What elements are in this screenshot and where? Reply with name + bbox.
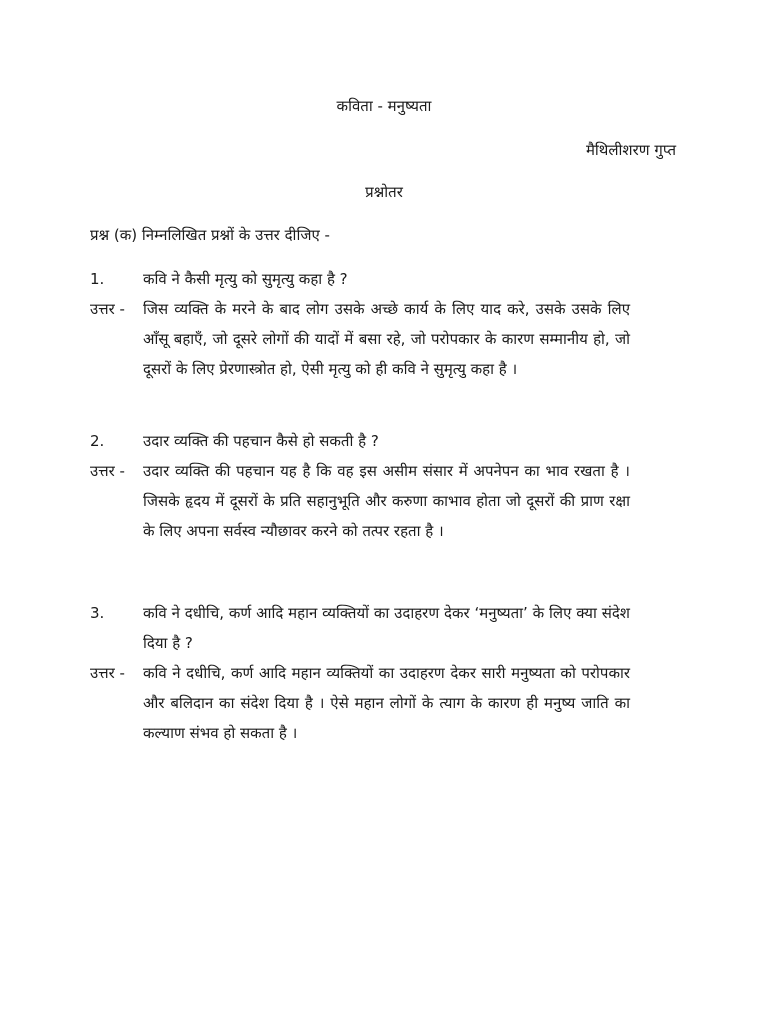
question-text: उदार व्यक्ति की पहचान कैसे हो सकती है ? bbox=[143, 432, 379, 450]
answer-text: उदार व्यक्ति की पहचान यह है कि वह इस असीम संसार में अपनेपन का भाव रखता है । जिसके हृदय में दूसरों के प्रति सहानुभूति और करुणा काभाव होता जो दूसरों की प्राण रक्षा के लिए अपना सर्वस्व न्यौछावर करने को तत्पर रहता है । bbox=[143, 462, 630, 540]
answer-row bbox=[90, 658, 630, 748]
answer-text: जिस व्यक्ति के मरने के बाद लोग उसके अच्छे कार्य के लिए याद करे, उसके उसके लिए आँसू बहाएँ, जो दूसरे लोगों की यादों में बसा रहे, जो परोपकार के कारण सम्मानीय हो, जो दूसरों के लिए प्रेरणास्त्रोत हो, ऐसी मृत्यु को ही कवि ने सुमृत्यु कहा है । bbox=[143, 300, 630, 378]
question-number: 3. bbox=[90, 604, 105, 622]
question-block-1 bbox=[90, 264, 630, 384]
answer-row bbox=[90, 456, 630, 546]
instruction-line: प्रश्न (क) निम्नलिखित प्रश्नों के उत्तर दीजिए - bbox=[90, 226, 330, 244]
answer-row bbox=[90, 294, 630, 384]
question-row bbox=[90, 426, 630, 456]
question-row bbox=[90, 264, 630, 294]
answer-label: उत्तर - bbox=[90, 462, 125, 480]
question-block-3 bbox=[90, 598, 630, 748]
question-text: कवि ने कैसी मृत्यु को सुमृत्यु कहा है ? bbox=[143, 270, 348, 288]
question-number: 2. bbox=[90, 432, 105, 450]
question-text: कवि ने दधीचि, कर्ण आदि महान व्यक्तियों का उदाहरण देकर ‘मनुष्यता’ के लिए क्या संदेश दिया है ? bbox=[143, 604, 630, 652]
question-row bbox=[90, 598, 630, 658]
section-heading: प्रश्नोतर bbox=[365, 183, 403, 201]
answer-label: उत्तर - bbox=[90, 300, 125, 318]
question-block-2 bbox=[90, 426, 630, 546]
poem-title: कविता - मनुष्यता bbox=[336, 97, 432, 115]
question-number: 1. bbox=[90, 270, 105, 288]
answer-label: उत्तर - bbox=[90, 664, 125, 682]
poet-name: मैथिलीशरण गुप्त bbox=[585, 141, 676, 159]
answer-text: कवि ने दधीचि, कर्ण आदि महान व्यक्तियों का उदाहरण देकर सारी मनुष्यता को परोपकार और बलिदान का संदेश दिया है । ऐसे महान लोगों के त्याग के कारण ही मनुष्य जाति का कल्याण संभव हो सकता है । bbox=[143, 664, 630, 742]
